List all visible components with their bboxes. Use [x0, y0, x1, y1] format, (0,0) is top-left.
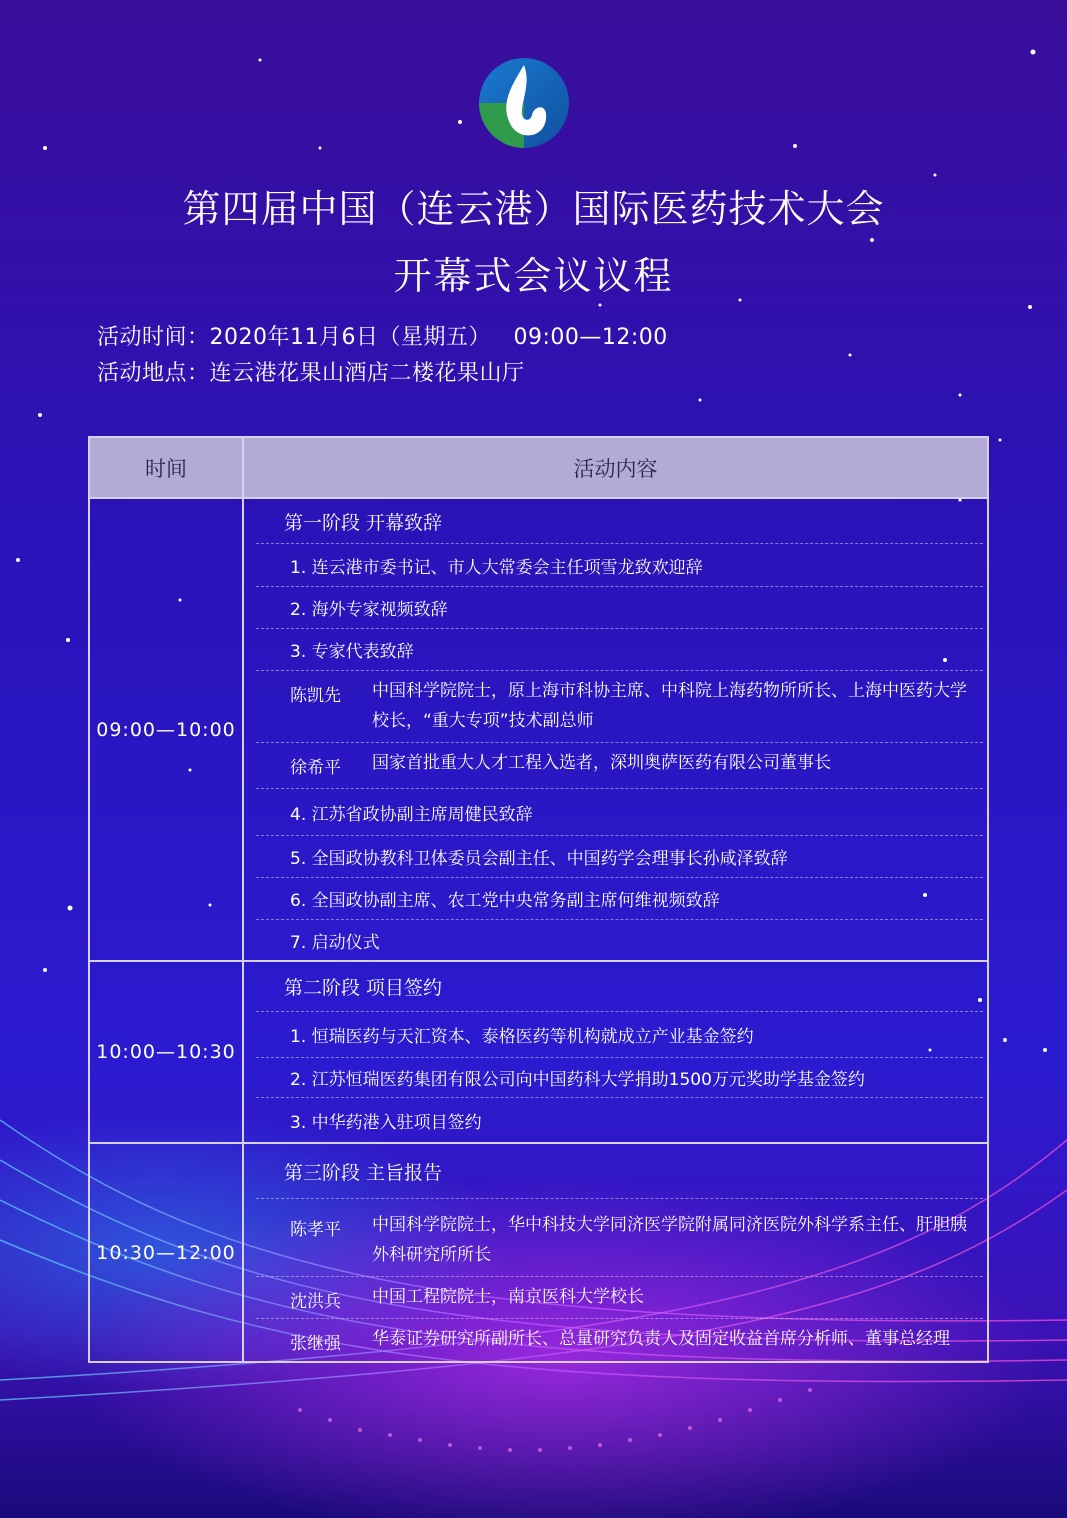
list-item: 3. 中华药港入驻项目签约 [290, 1112, 482, 1133]
table-row [89, 961, 988, 1143]
session-time: 10:00—10:30 [89, 961, 243, 1143]
stage-title: 第一阶段 开幕致辞 [256, 499, 983, 544]
session-time: 09:00—10:00 [89, 498, 243, 961]
session-content [243, 498, 988, 961]
speaker-title: 中国科学院院士，原上海市科协主席、中科院上海药物所所长、上海中医药大学校长，“重大专项”技术副总师 [372, 681, 967, 731]
session-content [243, 961, 988, 1143]
speaker-title: 中国工程院院士，南京医科大学校长 [372, 1287, 644, 1307]
header-content: 活动内容 [243, 437, 988, 498]
session-time: 10:30—12:00 [89, 1143, 243, 1362]
table-row [89, 498, 988, 961]
list-item: 6. 全国政协副主席、农工党中央常务副主席何维视频致辞 [256, 878, 983, 920]
event-location: 活动地点：连云港花果山酒店二楼花果山厅 [97, 361, 525, 386]
event-time: 活动时间：2020年11月6日（星期五） 09:00—12:00 [97, 325, 668, 350]
list-item: 3. 专家代表致辞 [256, 629, 983, 671]
list-item: 1. 连云港市委书记、市人大常委会主任项雪龙致欢迎辞 [256, 544, 983, 587]
stage-title: 第三阶段 主旨报告 [256, 1144, 983, 1199]
session-content [243, 1143, 988, 1362]
speaker-title: 中国科学院院士，华中科技大学同济医学院附属同济医院外科学系主任、肝胆胰外科研究所所长 [372, 1215, 967, 1265]
speaker-name: 陈凯先 [290, 686, 341, 706]
list-item: 7. 启动仪式 [290, 932, 380, 953]
list-item: 2. 海外专家视频致辞 [256, 587, 983, 629]
list-item: 2. 江苏恒瑞医药集团有限公司向中国药科大学捐助1500万元奖助学基金签约 [256, 1058, 983, 1098]
list-item: 1. 恒瑞医药与天汇资本、泰格医药等机构就成立产业基金签约 [256, 1012, 983, 1058]
header-time: 时间 [89, 437, 243, 498]
table-row [89, 1143, 988, 1362]
table-header-row [89, 437, 988, 498]
speaker-row [256, 1199, 983, 1277]
speaker-row [256, 743, 983, 789]
speaker-row [256, 1277, 983, 1319]
list-item: 4. 江苏省政协副主席周健民致辞 [256, 789, 983, 836]
agenda-table [88, 436, 989, 1363]
droplet-logo-icon [478, 57, 570, 149]
list-item: 5. 全国政协教科卫体委员会副主任、中国药学会理事长孙咸泽致辞 [256, 836, 983, 878]
page-subtitle: 开幕式会议议程 [393, 254, 674, 298]
speaker-name: 沈洪兵 [290, 1292, 341, 1312]
speaker-title: 华泰证券研究所副所长、总量研究负责人及固定收益首席分析师、董事总经理 [372, 1329, 950, 1349]
stage-title: 第二阶段 项目签约 [256, 962, 983, 1012]
speaker-name: 陈孝平 [290, 1220, 341, 1240]
speaker-name: 徐希平 [290, 758, 341, 778]
page-title: 第四届中国（连云港）国际医药技术大会 [182, 187, 885, 231]
speaker-row [256, 671, 983, 743]
speaker-row [256, 1319, 983, 1361]
speaker-title: 国家首批重大人才工程入选者，深圳奥萨医药有限公司董事长 [372, 753, 831, 773]
speaker-name: 张继强 [290, 1334, 341, 1354]
